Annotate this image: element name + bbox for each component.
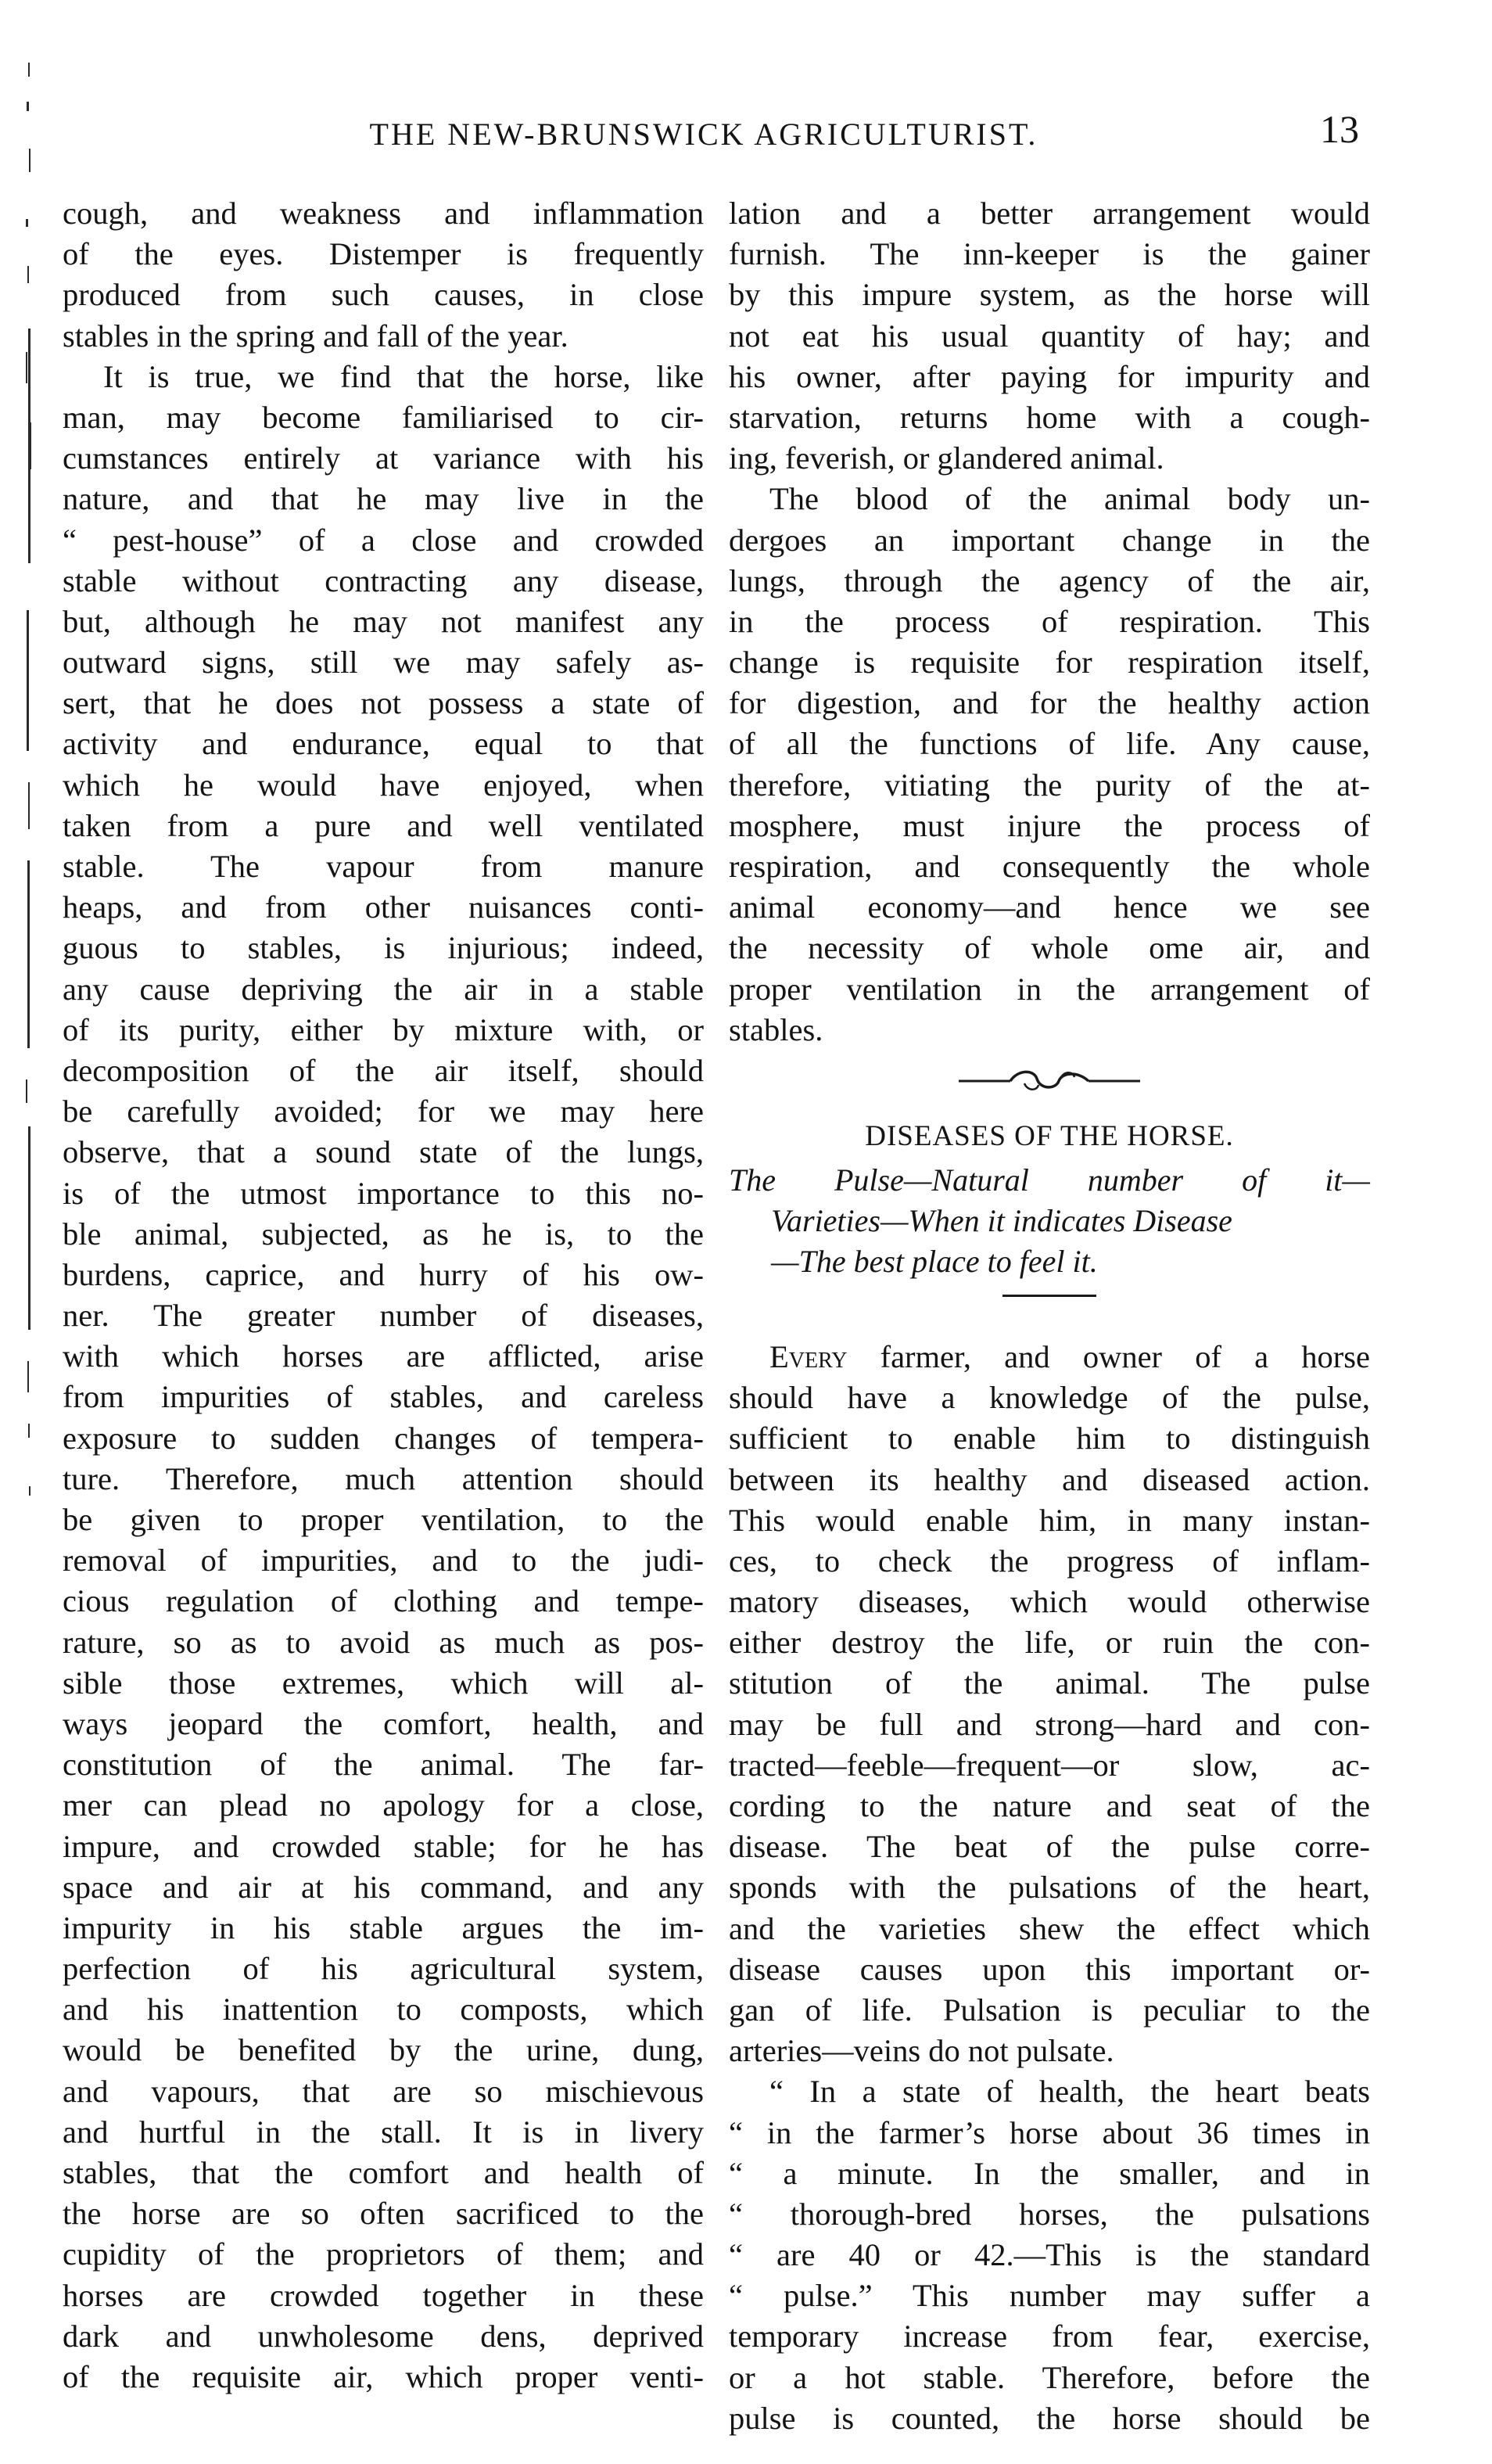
- text-line: respiration, and consequently the whole: [729, 849, 1370, 884]
- text-line: guous to stables, is injurious; indeed,: [63, 930, 704, 966]
- text-line: in the process of respiration. This: [729, 603, 1370, 639]
- text-line: decomposition of the air itself, should: [63, 1052, 704, 1088]
- text-line: outward signs, still we may safely as-: [63, 645, 704, 681]
- heading-subtitle-line: The Pulse—Natural number of it—: [729, 1162, 1370, 1198]
- text-line: This would enable him, in many instan-: [729, 1502, 1370, 1538]
- text-line: and hurtful in the stall. It is in livery: [63, 2114, 704, 2150]
- heading-subtitle-line: —The best place to feel it.: [771, 1243, 1098, 1279]
- text-line: “ are 40 or 42.—This is the standard: [729, 2237, 1370, 2273]
- text-line: from impurities of stables, and careless: [63, 1379, 704, 1415]
- text-line: cupidity of the proprietors of them; and: [63, 2236, 704, 2272]
- text-line: stable. The vapour from manure: [63, 849, 704, 884]
- text-line: dark and unwholesome dens, deprived: [63, 2318, 704, 2354]
- text-line: should have a knowledge of the pulse,: [729, 1380, 1370, 1416]
- text-line: sponds with the pulsations of the heart,: [729, 1870, 1370, 1905]
- text-line: disease. The beat of the pulse corre-: [729, 1829, 1370, 1865]
- page-number: 13: [1320, 107, 1359, 151]
- text-line: be carefully avoided; for we may here: [63, 1094, 704, 1130]
- text-line: space and air at his command, and any: [63, 1869, 704, 1905]
- text-line: It is true, we find that the horse, like: [103, 358, 704, 394]
- text-line: “ in the farmer’s horse about 36 times in: [729, 2114, 1370, 2150]
- text-line: for digestion, and for the healthy action: [729, 685, 1370, 721]
- text-line: “ a minute. In the smaller, and in: [729, 2155, 1370, 2191]
- text-line: of all the functions of life. Any cause,: [729, 726, 1370, 762]
- text-line: of the eyes. Distemper is frequently: [63, 236, 704, 272]
- text-line: lungs, through the agency of the air,: [729, 562, 1370, 598]
- scanned-binding-edge: [5, 16, 34, 1580]
- text-line: ble animal, subjected, as he is, to the: [63, 1216, 704, 1252]
- text-line: rature, so as to avoid as much as pos-: [63, 1624, 704, 1660]
- text-line: tracted—feeble—frequent—or slow, ac-: [729, 1747, 1370, 1783]
- text-line: [729, 1337, 1370, 1377]
- text-line: cording to the nature and seat of the: [729, 1788, 1370, 1823]
- text-line: man, may become familiarised to cir-: [63, 399, 704, 435]
- text-line: either destroy the life, or ruin the con-: [729, 1625, 1370, 1661]
- text-line: gan of life. Pulsation is peculiar to the: [729, 1992, 1370, 2028]
- running-header: THE NEW-BRUNSWICK AGRICULTURIST.: [369, 117, 1038, 152]
- text-line: proper ventilation in the arrangement of: [729, 971, 1370, 1007]
- text-line: impure, and crowded stable; for he has: [63, 1828, 704, 1864]
- text-line: stables, that the comfort and health of: [63, 2155, 704, 2190]
- text-line: sufficient to enable him to distinguish: [729, 1421, 1370, 1456]
- text-line: ways jeopard the comfort, health, and: [63, 1705, 704, 1741]
- text-line: change is requisite for respiration itself,: [729, 645, 1370, 681]
- drop-word: Every: [769, 1338, 848, 1374]
- text-line: sert, that he does not possess a state of: [63, 685, 704, 721]
- text-line: would be benefited by the urine, dung,: [63, 2032, 704, 2068]
- text-line: and his inattention to composts, which: [63, 1992, 704, 2028]
- text-line: and the varieties shew the effect which: [729, 1910, 1370, 1946]
- text-line: removal of impurities, and to the judi-: [63, 1543, 704, 1579]
- text-line: by this impure system, as the horse will: [729, 277, 1370, 313]
- text-line: therefore, vitiating the purity of the at-: [729, 767, 1370, 803]
- text-line: be given to proper ventilation, to the: [63, 1502, 704, 1537]
- text-line: ces, to check the progress of inflam-: [729, 1543, 1370, 1579]
- text-line: the horse are so often sacrificed to the: [63, 2196, 704, 2232]
- text-line: cough, and weakness and inflammation: [63, 196, 704, 231]
- text-line: disease causes upon this important or-: [729, 1951, 1370, 1987]
- text-line: produced from such causes, in close: [63, 277, 704, 313]
- section-heading: DISEASES OF THE HORSE.: [865, 1119, 1234, 1152]
- text-fragment: farmer, and owner of a horse: [847, 1338, 1370, 1374]
- text-line: temporary increase from fear, exercise,: [729, 2319, 1370, 2354]
- text-line: mosphere, must injure the process of: [729, 807, 1370, 843]
- text-line: “ pest-house” of a close and crowded: [63, 522, 704, 558]
- text-line: the necessity of whole ome air, and: [729, 930, 1370, 966]
- text-line: matory diseases, which would otherwise: [729, 1584, 1370, 1620]
- text-line: not eat his usual quantity of hay; and: [729, 318, 1370, 354]
- text-line: but, although he may not manifest any: [63, 603, 704, 639]
- text-line: furnish. The inn-keeper is the gainer: [729, 236, 1370, 272]
- text-line: of its purity, either by mixture with, or: [63, 1011, 704, 1047]
- text-line: his owner, after paying for impurity and: [729, 358, 1370, 394]
- text-line: mer can plead no apology for a close,: [63, 1787, 704, 1823]
- text-line: “ In a state of health, the heart beats: [769, 2074, 1370, 2110]
- right-column: [729, 193, 1370, 2439]
- heading-subtitle-line: Varieties—When it indicates Disease: [771, 1202, 1232, 1238]
- scroll-ornament-icon: [956, 1068, 1143, 1094]
- text-line: animal economy—and hence we see: [729, 889, 1370, 925]
- text-line: and vapours, that are so mischievous: [63, 2073, 704, 2109]
- short-rule: [729, 1282, 1370, 1337]
- text-line: stables in the spring and fall of the year.: [63, 318, 568, 354]
- text-line: with which horses are afflicted, arise: [63, 1338, 704, 1374]
- text-line: ture. Therefore, much attention should: [63, 1460, 704, 1496]
- text-line: nature, and that he may live in the: [63, 481, 704, 517]
- left-column: [63, 193, 704, 2398]
- text-line: horses are crowded together in these: [63, 2277, 704, 2313]
- text-line: stitution of the animal. The pulse: [729, 1665, 1370, 1701]
- text-line: impurity in his stable argues the im-: [63, 1909, 704, 1945]
- text-line: ing, feverish, or glandered animal.: [729, 440, 1164, 476]
- text-line: “ pulse.” This number may suffer a: [729, 2278, 1370, 2314]
- text-line: pulse is counted, the horse should be: [729, 2400, 1370, 2436]
- text-line: burdens, caprice, and hurry of his ow-: [63, 1256, 704, 1292]
- text-line: which he would have enjoyed, when: [63, 767, 704, 803]
- text-line: may be full and strong—hard and con-: [729, 1706, 1370, 1742]
- ornament-divider: [729, 1051, 1370, 1113]
- text-line: “ thorough-bred horses, the pulsations: [729, 2196, 1370, 2232]
- text-line: lation and a better arrangement would: [729, 196, 1370, 231]
- text-line: taken from a pure and well ventilated: [63, 807, 704, 843]
- text-line: heaps, and from other nuisances conti-: [63, 889, 704, 925]
- text-line: arteries—veins do not pulsate.: [729, 2033, 1114, 2069]
- text-line: stables.: [729, 1011, 823, 1047]
- text-line: stable without contracting any disease,: [63, 562, 704, 598]
- text-line: ner. The greater number of diseases,: [63, 1298, 704, 1334]
- text-line: cumstances entirely at variance with his: [63, 440, 704, 476]
- text-line: activity and endurance, equal to that: [63, 726, 704, 762]
- text-line: dergoes an important change in the: [729, 522, 1370, 558]
- text-line: between its healthy and diseased action.: [729, 1461, 1370, 1497]
- text-line: perfection of his agricultural system,: [63, 1951, 704, 1987]
- rule-line: [1002, 1295, 1096, 1297]
- text-line: any cause depriving the air in a stable: [63, 971, 704, 1007]
- text-line: The blood of the animal body un-: [769, 481, 1370, 517]
- text-line: cious regulation of clothing and tempe-: [63, 1583, 704, 1619]
- text-line: or a hot stable. Therefore, before the: [729, 2359, 1370, 2395]
- text-line: is of the utmost importance to this no-: [63, 1175, 704, 1211]
- text-line: starvation, returns home with a cough-: [729, 399, 1370, 435]
- text-line: exposure to sudden changes of tempera-: [63, 1420, 704, 1456]
- text-line: observe, that a sound state of the lungs,: [63, 1134, 704, 1170]
- text-line: of the requisite air, which proper venti-: [63, 2358, 704, 2394]
- text-line: sible those extremes, which will al-: [63, 1665, 704, 1701]
- text-line: constitution of the animal. The far-: [63, 1747, 704, 1783]
